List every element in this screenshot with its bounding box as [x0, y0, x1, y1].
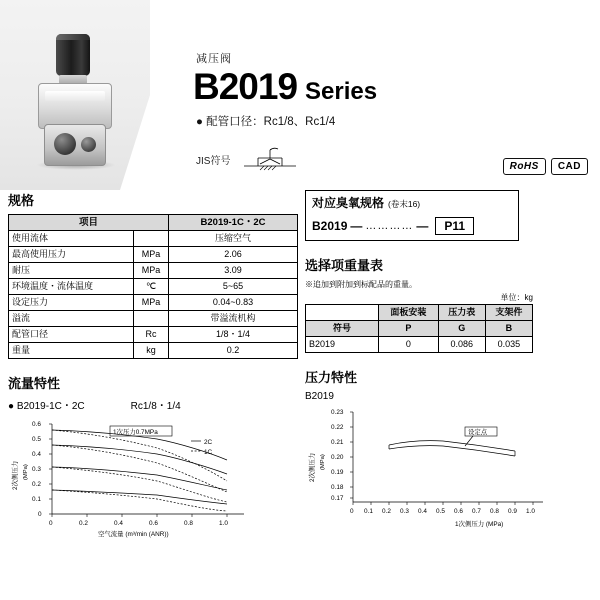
weight-col-code: 符号	[306, 321, 379, 337]
svg-text:0.8: 0.8	[490, 508, 499, 515]
svg-text:0.22: 0.22	[331, 424, 344, 431]
spec-section-title: 规格	[8, 193, 35, 208]
svg-text:(MPa): (MPa)	[320, 454, 326, 470]
weight-value-0: 0	[379, 337, 439, 353]
weight-col-name-0: 面板安装	[379, 305, 439, 321]
weight-section-title: 选择项重量表	[305, 258, 384, 273]
spec-value: 压缩空气	[169, 231, 298, 247]
svg-text:0.3: 0.3	[400, 508, 409, 515]
regulator-body	[38, 83, 112, 129]
regulator-port-right	[81, 137, 96, 152]
spec-label: 溢流	[9, 311, 134, 327]
ozone-spec-box	[305, 190, 519, 241]
svg-text:0: 0	[49, 520, 53, 527]
spec-value: 带溢流机构	[169, 311, 298, 327]
svg-text:0.5: 0.5	[436, 508, 445, 515]
spec-unit: kg	[134, 343, 169, 359]
header-subtitle: 减压阀	[196, 53, 232, 65]
svg-text:0.17: 0.17	[331, 495, 344, 502]
svg-text:0.2: 0.2	[382, 508, 391, 515]
weight-symbol-1: G	[438, 321, 485, 337]
svg-text:1次侧压力 (MPa): 1次侧压力 (MPa)	[455, 521, 504, 528]
svg-text:1次压力0.7MPa: 1次压力0.7MPa	[113, 429, 158, 436]
svg-text:0.5: 0.5	[32, 436, 41, 443]
ozone-dash-1: —	[350, 219, 363, 233]
weight-value-1: 0.086	[438, 337, 485, 353]
spec-value: 2.06	[169, 247, 298, 263]
right-column	[305, 190, 593, 529]
weight-col-name-1: 压力表	[438, 305, 485, 321]
svg-text:0.6: 0.6	[32, 421, 41, 428]
weight-table	[305, 304, 533, 353]
table-row	[9, 295, 298, 311]
pressure-section-title: 压力特性	[305, 370, 358, 385]
jis-symbol-label: JIS符号	[196, 156, 231, 167]
spec-value: 0.04~0.83	[169, 295, 298, 311]
weight-unit-note: 单位：kg	[500, 293, 533, 302]
spec-value: 3.09	[169, 263, 298, 279]
spec-unit	[134, 311, 169, 327]
svg-text:1C: 1C	[204, 449, 213, 456]
spec-unit: ℃	[134, 279, 169, 295]
spec-label: 重量	[9, 343, 134, 359]
table-row	[9, 247, 298, 263]
ozone-dash-2: —	[416, 219, 429, 233]
svg-text:空气流量 (m³/min (ANR)): 空气流量 (m³/min (ANR))	[98, 531, 169, 538]
page-title	[193, 66, 377, 108]
ozone-code: P11	[435, 217, 474, 235]
table-row	[9, 327, 298, 343]
ozone-model-row	[312, 217, 512, 235]
svg-text:0.8: 0.8	[184, 520, 193, 527]
spec-table	[8, 214, 298, 359]
spec-label: 环境温度・流体温度	[9, 279, 134, 295]
svg-text:0.1: 0.1	[364, 508, 373, 515]
flow-chart-model: ● B2019-1C・2C	[8, 401, 85, 412]
svg-text:0.4: 0.4	[418, 508, 427, 515]
ozone-model: B2019	[312, 219, 348, 233]
rohs-badge: RoHS	[503, 158, 546, 175]
table-row	[9, 279, 298, 295]
ozone-title-row	[312, 194, 512, 211]
spec-label: 最高使用压力	[9, 247, 134, 263]
certification-badges	[503, 158, 588, 175]
spec-label: 使用流体	[9, 231, 134, 247]
regulator-knob	[56, 34, 90, 76]
svg-text:0.18: 0.18	[331, 484, 344, 491]
table-row	[306, 337, 533, 353]
table-header-row	[9, 215, 298, 231]
spec-label: 耐压	[9, 263, 134, 279]
svg-text:0.23: 0.23	[331, 409, 344, 416]
content-area	[0, 190, 600, 590]
flow-chart-port: Rc1/8・1/4	[130, 401, 181, 412]
svg-text:0.21: 0.21	[331, 439, 344, 446]
svg-text:0.19: 0.19	[331, 469, 344, 476]
svg-text:0.4: 0.4	[32, 451, 41, 458]
svg-text:2次侧压力: 2次侧压力	[12, 460, 19, 490]
weight-col-name-2: 支架件	[485, 305, 532, 321]
spec-unit: MPa	[134, 263, 169, 279]
svg-text:0.2: 0.2	[32, 481, 41, 488]
pressure-chart-caption: B2019	[305, 391, 334, 402]
svg-text:0.2: 0.2	[79, 520, 88, 527]
flow-chart-caption	[8, 397, 298, 412]
regulator-port-left	[54, 133, 76, 155]
title-model: B2019	[193, 66, 298, 107]
svg-text:0.1: 0.1	[32, 496, 41, 503]
spec-value: 0.2	[169, 343, 298, 359]
weight-corner-cell	[306, 305, 379, 321]
pressure-characteristics-chart	[305, 404, 593, 529]
ozone-note: (卷末16)	[388, 199, 421, 209]
svg-text:0.6: 0.6	[149, 520, 158, 527]
svg-text:(MPa): (MPa)	[23, 464, 29, 480]
jis-symbol-diagram	[240, 140, 300, 174]
svg-text:2次侧压力: 2次侧压力	[309, 452, 316, 482]
spec-unit: MPa	[134, 295, 169, 311]
svg-text:设定点: 设定点	[468, 429, 488, 436]
cad-badge: CAD	[551, 158, 588, 175]
spec-label: 配管口径	[9, 327, 134, 343]
flow-characteristics-chart	[8, 414, 298, 539]
spec-col-item: 项目	[9, 215, 169, 231]
title-series: Series	[305, 78, 378, 105]
weight-row-label: B2019	[306, 337, 379, 353]
table-row	[9, 343, 298, 359]
svg-text:0: 0	[38, 511, 42, 518]
product-photo	[18, 34, 138, 164]
svg-text:0.4: 0.4	[114, 520, 123, 527]
spec-col-model: B2019-1C・2C	[169, 215, 298, 231]
ozone-title: 对应臭氧规格	[312, 196, 385, 210]
svg-text:0.3: 0.3	[32, 466, 41, 473]
left-column	[8, 190, 298, 539]
weight-value-2: 0.035	[485, 337, 532, 353]
ozone-dots: …………	[365, 220, 414, 232]
svg-text:0.20: 0.20	[331, 454, 344, 461]
flow-section-title: 流量特性	[8, 376, 61, 391]
svg-text:1.0: 1.0	[219, 520, 228, 527]
spec-unit: MPa	[134, 247, 169, 263]
spec-unit: Rc	[134, 327, 169, 343]
port-size-line: ● 配管口径：Rc1/8、Rc1/4	[196, 116, 336, 128]
table-row	[9, 231, 298, 247]
spec-value: 1/8・1/4	[169, 327, 298, 343]
weight-symbol-0: P	[379, 321, 439, 337]
svg-text:0.7: 0.7	[472, 508, 481, 515]
weight-star-note: ※追加到附加到标配品的重量。	[305, 280, 417, 289]
table-header-row	[306, 305, 533, 321]
spec-unit	[134, 231, 169, 247]
svg-text:2C: 2C	[204, 439, 213, 446]
table-row	[9, 311, 298, 327]
table-row	[306, 321, 533, 337]
weight-symbol-2: B	[485, 321, 532, 337]
spec-value: 5~65	[169, 279, 298, 295]
svg-text:0: 0	[350, 508, 354, 515]
spec-label: 设定压力	[9, 295, 134, 311]
page-header	[0, 0, 600, 190]
svg-text:0.6: 0.6	[454, 508, 463, 515]
svg-text:0.9: 0.9	[508, 508, 517, 515]
svg-text:1.0: 1.0	[526, 508, 535, 515]
table-row	[9, 263, 298, 279]
